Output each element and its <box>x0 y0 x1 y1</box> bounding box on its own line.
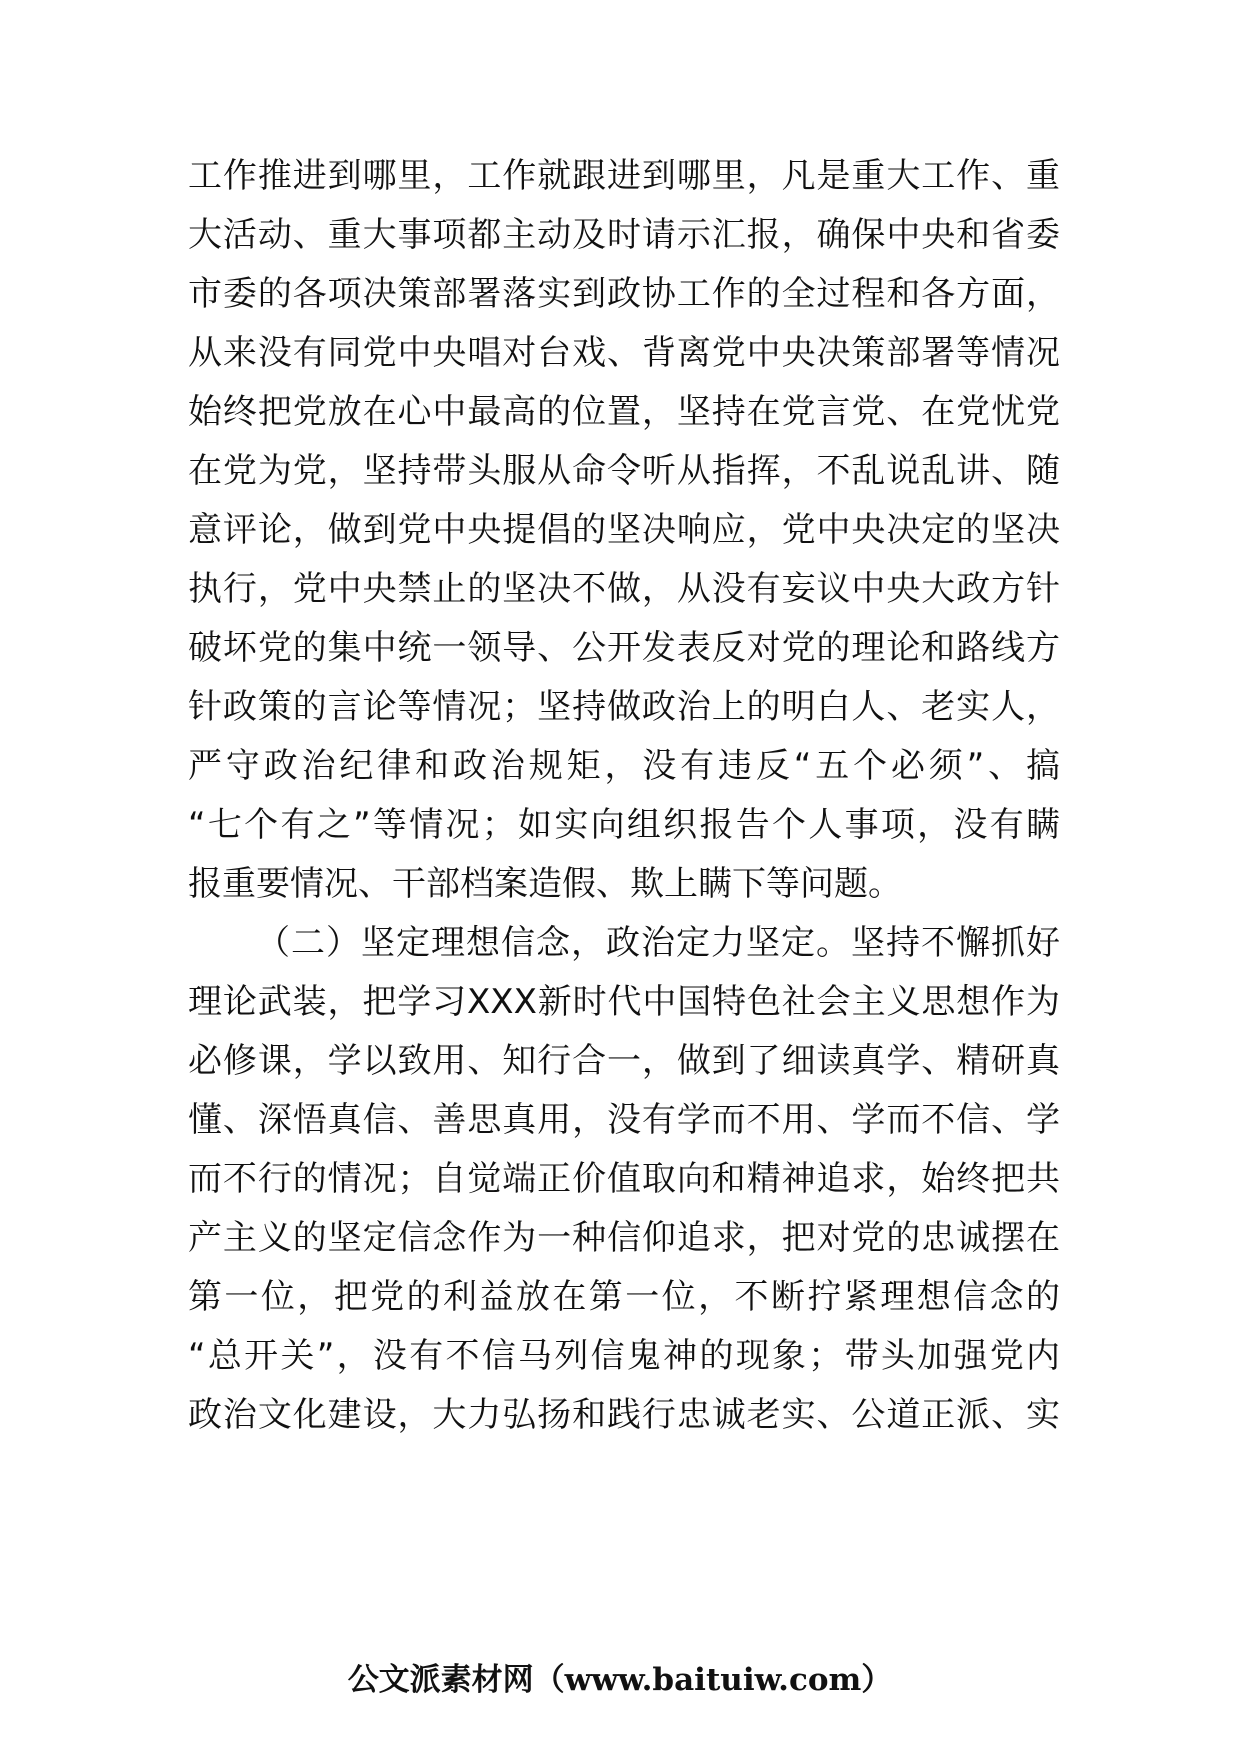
text-line: 严守政治纪律和政治规矩，没有违反“五个必须”、搞 <box>188 746 1060 786</box>
text-line: “总开关”，没有不信马列信鬼神的现象；带头加强党内 <box>188 1336 1060 1376</box>
text-line: 报重要情况、干部档案造假、欺上瞒下等问题。 <box>188 864 902 904</box>
text-line: 执行，党中央禁止的坚决不做，从没有妄议中央大政方针 <box>188 569 1060 609</box>
text-line: 第一位，把党的利益放在第一位，不断拧紧理想信念的 <box>188 1277 1060 1317</box>
text-line: 针政策的言论等情况；坚持做政治上的明白人、老实人， <box>188 687 1060 727</box>
text-line: 市委的各项决策部署落实到政协工作的全过程和各方面， <box>188 274 1060 314</box>
text-line: 工作推进到哪里，工作就跟进到哪里，凡是重大工作、重 <box>188 156 1060 196</box>
text-line: 而不行的情况；自觉端正价值取向和精神追求，始终把共 <box>188 1159 1060 1199</box>
text-line: 破坏党的集中统一领导、公开发表反对党的理论和路线方 <box>188 628 1060 668</box>
text-line: 理论武装，把学习XXX新时代中国特色社会主义思想作为 <box>188 982 1060 1022</box>
text-line: 产主义的坚定信念作为一种信仰追求，把对党的忠诚摆在 <box>188 1218 1060 1258</box>
text-line: “七个有之”等情况；如实向组织报告个人事项，没有瞒 <box>188 805 1060 845</box>
text-line: 从来没有同党中央唱对台戏、背离党中央决策部署等情况 <box>188 333 1060 373</box>
section-heading-line: （二）坚定理想信念，政治定力坚定。坚持不懈抓好 <box>256 923 1060 963</box>
text-line: 政治文化建设，大力弘扬和践行忠诚老实、公道正派、实 <box>188 1395 1060 1435</box>
text-line: 大活动、重大事项都主动及时请示汇报，确保中央和省委 <box>188 215 1060 255</box>
text-line: 始终把党放在心中最高的位置，坚持在党言党、在党忧党 <box>188 392 1060 432</box>
text-line: 在党为党，坚持带头服从命令听从指挥，不乱说乱讲、随 <box>188 451 1060 491</box>
text-line: 必修课，学以致用、知行合一，做到了细读真学、精研真 <box>188 1041 1060 1081</box>
text-line: 意评论，做到党中央提倡的坚决响应，党中央决定的坚决 <box>188 510 1060 550</box>
footer-watermark: 公文派素材网（www.baituiw.com） <box>347 1662 893 1698</box>
text-line: 懂、深悟真信、善思真用，没有学而不用、学而不信、学 <box>188 1100 1060 1140</box>
